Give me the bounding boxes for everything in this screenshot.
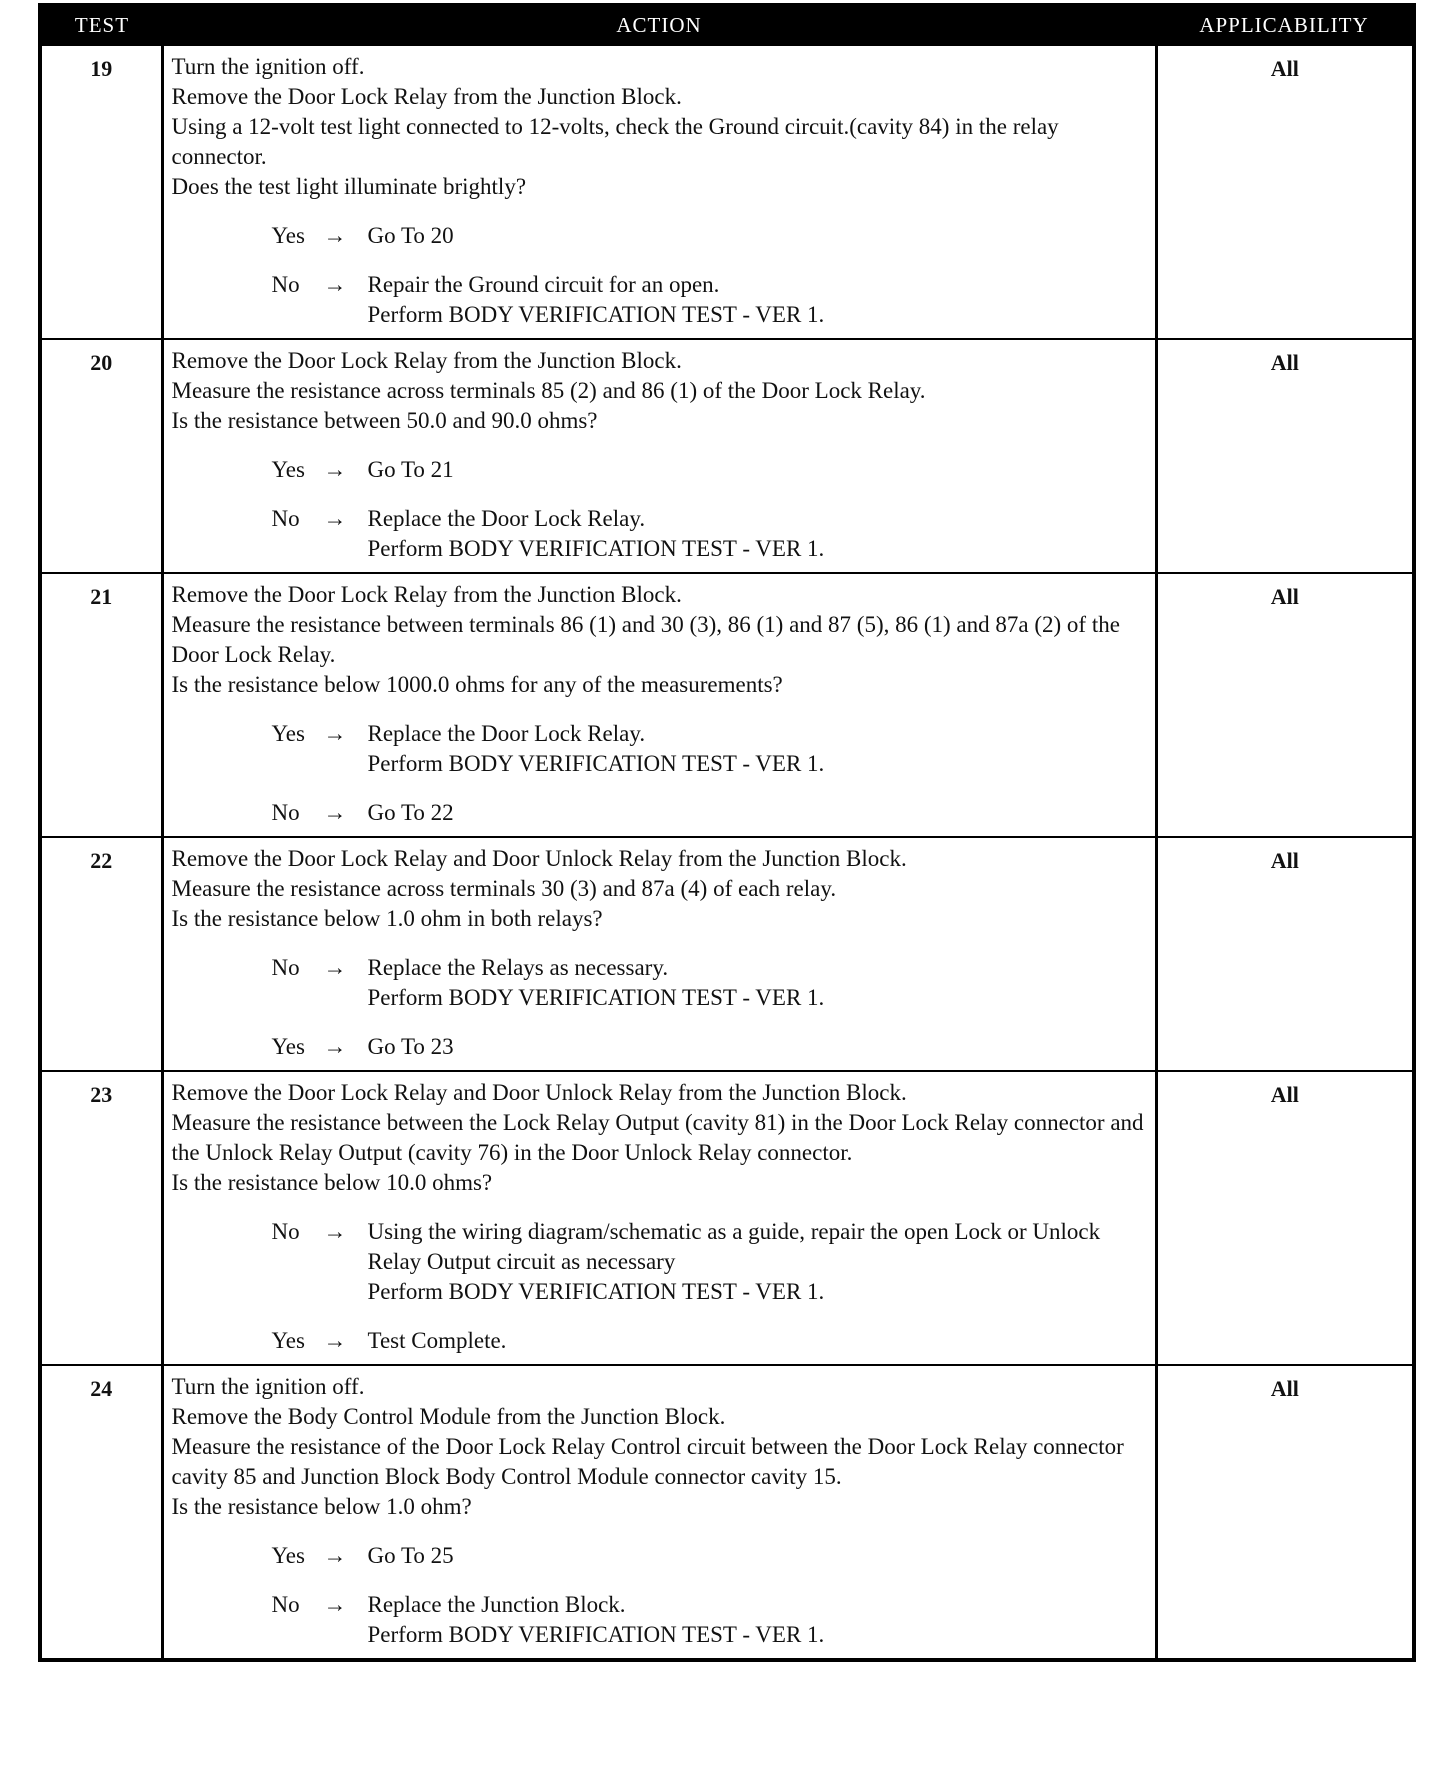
action-line: Remove the Door Lock Relay from the Junction Block.: [171, 84, 682, 109]
answer-result: [368, 1032, 1147, 1062]
arrow-right-icon: →: [323, 721, 347, 746]
applicability-cell: All: [1156, 45, 1414, 339]
action-line: Is the resistance below 1.0 ohm?: [171, 1494, 472, 1519]
answer-option: [272, 1326, 1147, 1356]
answer-option: [272, 1217, 1147, 1307]
answer-option: [272, 953, 1147, 1013]
arrow-right-icon: →: [323, 1034, 347, 1059]
result-line: Perform BODY VERIFICATION TEST - VER 1.: [367, 985, 825, 1010]
action-line: Remove the Door Lock Relay and Door Unlock Relay from the Junction Block.: [171, 1080, 907, 1105]
result-line: Using the wiring diagram/schematic as a guide, repair the open Lock or Unlock Relay Output circuit as necessary: [367, 1219, 1101, 1274]
answer-label: No: [271, 272, 300, 297]
action-cell: [162, 339, 1156, 573]
result-line: Perform BODY VERIFICATION TEST - VER 1.: [367, 751, 825, 776]
result-line: Go To 22: [367, 800, 454, 825]
table-header-row: [40, 5, 1414, 45]
result-line: Replace the Relays as necessary.: [367, 955, 669, 980]
answer-result: [368, 455, 1147, 485]
test-number: 21: [40, 573, 162, 837]
table-row: [40, 45, 1414, 339]
action-line: Turn the ignition off.: [171, 54, 365, 79]
result-line: Go To 21: [367, 457, 454, 482]
action-line: Remove the Door Lock Relay from the Junction Block.: [171, 582, 682, 607]
answer-label: No: [271, 506, 300, 531]
result-line: Replace the Door Lock Relay.: [367, 506, 646, 531]
result-line: Go To 23: [367, 1034, 454, 1059]
action-cell: [162, 1365, 1156, 1660]
answer-result: [368, 270, 1147, 330]
header-action: ACTION: [162, 5, 1156, 45]
result-line: Perform BODY VERIFICATION TEST - VER 1.: [367, 1622, 825, 1647]
table-body: [40, 45, 1414, 1660]
answer-option: [272, 1032, 1147, 1062]
answer-label: No: [271, 955, 300, 980]
answer-option: [272, 719, 1147, 779]
arrow-right-icon: →: [323, 272, 347, 297]
test-number: 22: [40, 837, 162, 1071]
applicability-cell: All: [1156, 837, 1414, 1071]
action-line: Measure the resistance across terminals 85 (2) and 86 (1) of the Door Lock Relay.: [171, 378, 926, 403]
diagnostic-page: [38, 3, 1412, 1775]
table-row: [40, 339, 1414, 573]
arrow-right-icon: →: [323, 1328, 347, 1353]
action-line: Remove the Door Lock Relay from the Junction Block.: [171, 348, 682, 373]
answer-result: [368, 504, 1147, 564]
arrow-right-icon: →: [323, 1543, 347, 1568]
action-line: Is the resistance below 1000.0 ohms for any of the measurements?: [171, 672, 783, 697]
result-line: Perform BODY VERIFICATION TEST - VER 1.: [367, 1279, 825, 1304]
action-line: Turn the ignition off.: [171, 1374, 365, 1399]
answer-label: Yes: [271, 457, 305, 482]
action-line: Does the test light illuminate brightly?: [171, 174, 527, 199]
answer-result: [368, 1541, 1147, 1571]
answer-label: Yes: [271, 721, 305, 746]
action-line: Is the resistance below 10.0 ohms?: [171, 1170, 493, 1195]
answer-result: [368, 1326, 1147, 1356]
arrow-right-icon: →: [323, 800, 347, 825]
answer-label: No: [271, 1592, 300, 1617]
answer-option: [272, 798, 1147, 828]
action-cell: [162, 45, 1156, 339]
answer-option: [272, 455, 1147, 485]
answer-label: Yes: [271, 223, 305, 248]
answer-result: [368, 221, 1147, 251]
table-row: [40, 837, 1414, 1071]
result-line: Go To 20: [367, 223, 454, 248]
applicability-cell: All: [1156, 1071, 1414, 1365]
action-line: Measure the resistance between terminals 86 (1) and 30 (3), 86 (1) and 87 (5), 86 (1) and 87a (2) of the Door Lock Relay.: [171, 612, 1120, 667]
answer-result: [368, 1590, 1147, 1650]
result-line: Replace the Door Lock Relay.: [367, 721, 646, 746]
result-line: Replace the Junction Block.: [367, 1592, 626, 1617]
action-cell: [162, 1071, 1156, 1365]
arrow-right-icon: →: [323, 506, 347, 531]
result-line: Perform BODY VERIFICATION TEST - VER 1.: [367, 302, 825, 327]
arrow-right-icon: →: [323, 1219, 347, 1244]
answer-label: Yes: [271, 1543, 305, 1568]
result-line: Test Complete.: [367, 1328, 507, 1353]
result-line: Go To 25: [367, 1543, 454, 1568]
arrow-right-icon: →: [323, 457, 347, 482]
answer-result: [368, 798, 1147, 828]
table-row: [40, 1365, 1414, 1660]
action-line: Is the resistance between 50.0 and 90.0 ohms?: [171, 408, 598, 433]
arrow-right-icon: →: [323, 955, 347, 980]
table-row: [40, 573, 1414, 837]
arrow-right-icon: →: [323, 223, 347, 248]
answer-option: [272, 270, 1147, 330]
action-cell: [162, 837, 1156, 1071]
test-number: 19: [40, 45, 162, 339]
applicability-cell: All: [1156, 1365, 1414, 1660]
applicability-cell: All: [1156, 573, 1414, 837]
answer-option: [272, 1541, 1147, 1571]
arrow-right-icon: →: [323, 1592, 347, 1617]
header-test: TEST: [40, 5, 162, 45]
test-number: 20: [40, 339, 162, 573]
action-line: Using a 12-volt test light connected to 12-volts, check the Ground circuit.(cavity 84) in the relay connector.: [171, 114, 1059, 169]
applicability-cell: All: [1156, 339, 1414, 573]
action-line: Measure the resistance of the Door Lock Relay Control circuit between the Door Lock Relay connector cavity 85 and Junction Block Body Control Module connector cavity 15.: [171, 1434, 1124, 1489]
answer-result: [368, 1217, 1147, 1307]
action-line: Measure the resistance between the Lock Relay Output (cavity 81) in the Door Lock Relay connector and the Unlock Relay Output (cavity 76) in the Door Unlock Relay connector.: [171, 1110, 1144, 1165]
action-line: Remove the Door Lock Relay and Door Unlock Relay from the Junction Block.: [171, 846, 907, 871]
result-line: Perform BODY VERIFICATION TEST - VER 1.: [367, 536, 825, 561]
table-row: [40, 1071, 1414, 1365]
answer-label: No: [271, 1219, 300, 1244]
answer-option: [272, 504, 1147, 564]
answer-result: [368, 719, 1147, 779]
action-line: Remove the Body Control Module from the Junction Block.: [171, 1404, 726, 1429]
action-line: Measure the resistance across terminals 30 (3) and 87a (4) of each relay.: [171, 876, 837, 901]
answer-option: [272, 1590, 1147, 1650]
action-line: Is the resistance below 1.0 ohm in both relays?: [171, 906, 603, 931]
answer-label: No: [271, 800, 300, 825]
diagnostic-test-table: [38, 3, 1416, 1662]
test-number: 23: [40, 1071, 162, 1365]
test-number: 24: [40, 1365, 162, 1660]
answer-option: [272, 221, 1147, 251]
answer-label: Yes: [271, 1034, 305, 1059]
action-cell: [162, 573, 1156, 837]
result-line: Repair the Ground circuit for an open.: [367, 272, 720, 297]
answer-label: Yes: [271, 1328, 305, 1353]
header-applicability: APPLICABILITY: [1156, 5, 1414, 45]
answer-result: [368, 953, 1147, 1013]
